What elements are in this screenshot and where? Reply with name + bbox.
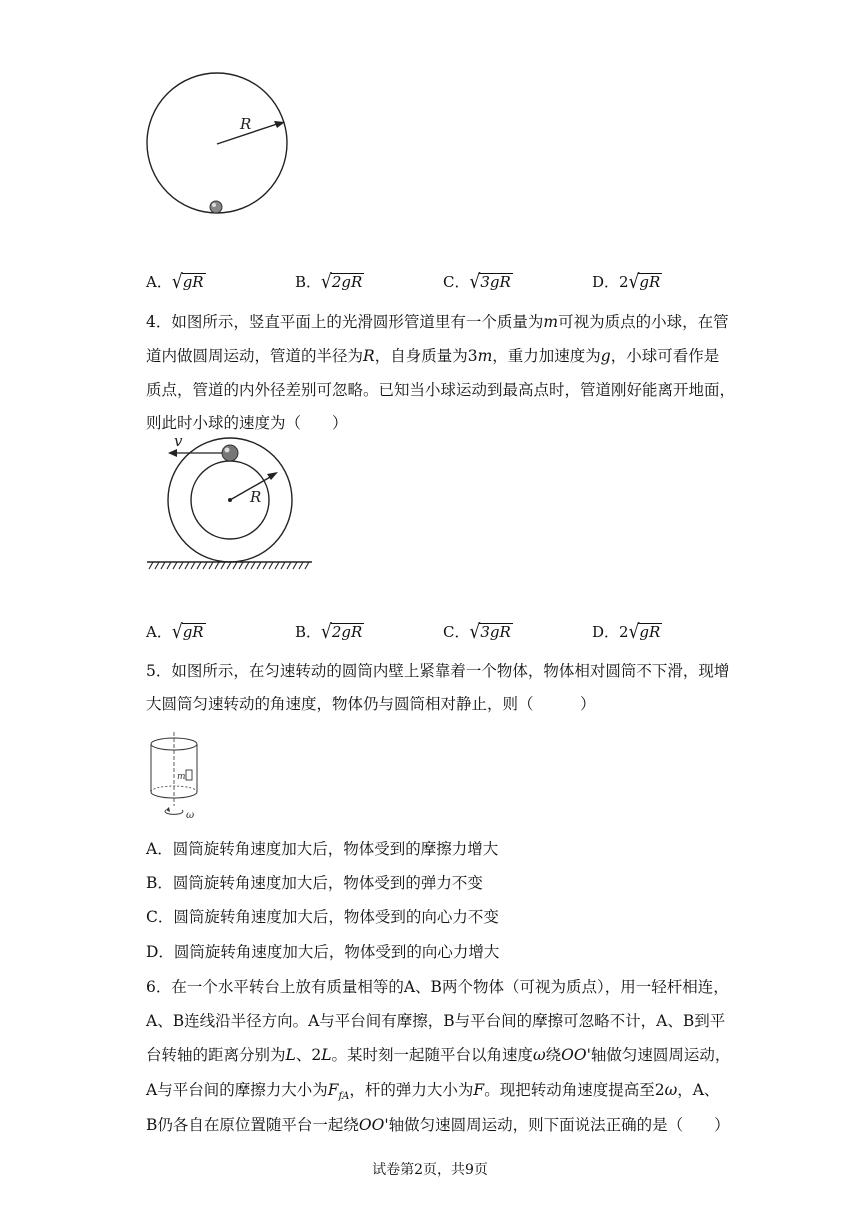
ground-hatch-line <box>149 562 153 569</box>
q5-option-d[interactable]: D．圆筒旋转角速度加大后，物体受到的向心力增大 <box>146 943 500 961</box>
ground-hatch-line <box>305 562 309 569</box>
ground-hatch-line <box>287 562 291 569</box>
q4-tube-figure <box>144 436 316 572</box>
q4-option-d[interactable]: D．2√gR <box>592 620 661 644</box>
ground-hatch-line <box>269 562 273 569</box>
q4-line-2: 道内做圆周运动，管道的半径为R，自身质量为3m，重力加速度为g，小球可看作是 <box>146 347 720 365</box>
ground-hatch-line <box>203 562 207 569</box>
ground-hatch-line <box>179 562 183 569</box>
page-footer: 试卷第2页，共9页 <box>372 1162 488 1178</box>
q4-line-4: 则此时小球的速度为（ ） <box>146 414 348 432</box>
q6-line-4: A与平台间的摩擦力大小为$F_{fA}$，杆的弹力大小为F。现把转动角速度提高至2ω，A、 <box>146 1081 720 1103</box>
q5-option-c[interactable]: C．圆筒旋转角速度加大后，物体受到的向心力不变 <box>146 908 499 926</box>
ground-hatch-line <box>299 562 303 569</box>
q5-line-1: 5．如图所示，在匀速转动的圆筒内壁上紧靠着一个物体，物体相对圆筒不下滑，现增 <box>146 662 730 680</box>
ground-hatch-line <box>239 562 243 569</box>
q3-option-d[interactable]: D．2√gR <box>592 270 661 294</box>
ground-hatch-line <box>281 562 285 569</box>
q4-option-a[interactable]: A．√gR <box>146 620 204 644</box>
ground-hatch-line <box>227 562 231 569</box>
q4-option-b[interactable]: B．√2gR <box>295 620 363 644</box>
q3-option-a[interactable]: A．√gR <box>146 270 204 294</box>
ground-hatch-line <box>173 562 177 569</box>
ground-hatch-line <box>275 562 279 569</box>
q5-option-b[interactable]: B．圆筒旋转角速度加大后，物体受到的弹力不变 <box>146 874 483 892</box>
velocity-label: v <box>174 436 183 450</box>
ground-hatch-line <box>209 562 213 569</box>
q6-line-3: 台转轴的距离分别为L、2L。某时刻一起随平台以角速度ω绕OO'轴做匀速圆周运动， <box>146 1046 731 1064</box>
q6-line-2: A、B连线沿半径方向。A与平台间有摩擦，B与平台间的摩擦可忽略不计，A、B到平 <box>146 1012 726 1030</box>
q5-option-a[interactable]: A．圆筒旋转角速度加大后，物体受到的摩擦力增大 <box>146 840 499 858</box>
q3-option-c[interactable]: C．√3gR <box>443 270 511 294</box>
ground-hatch-line <box>191 562 195 569</box>
ground-hatch-line <box>251 562 255 569</box>
mass-label: m <box>177 772 186 782</box>
ground-hatch-line <box>155 562 159 569</box>
q4-line-1: 4．如图所示，竖直平面上的光滑圆形管道里有一个质量为m可视为质点的小球，在管 <box>146 313 729 331</box>
q5-line-2: 大圆筒匀速转动的角速度，物体仍与圆筒相对静止，则（ ） <box>146 695 596 713</box>
q3-option-b[interactable]: B．√2gR <box>295 270 363 294</box>
ground-hatch-line <box>263 562 267 569</box>
omega-label: ω <box>186 810 195 821</box>
q4-option-c[interactable]: C．√3gR <box>443 620 511 644</box>
radius-label: R <box>250 488 262 506</box>
ground-hatch-line <box>185 562 189 569</box>
ground-hatch-line <box>221 562 225 569</box>
q4-line-3: 质点，管道的内外径差别可忽略。已知当小球运动到最高点时，管道刚好能离开地面， <box>146 381 736 399</box>
q3-circle-figure <box>140 66 296 222</box>
ground-hatch-line <box>245 562 249 569</box>
ground-hatch-line <box>257 562 261 569</box>
radius-label: R <box>240 115 252 133</box>
ground-hatch-line <box>161 562 165 569</box>
q6-line-1: 6．在一个水平转台上放有质量相等的A、B两个物体（可视为质点），用一轻杆相连， <box>146 978 729 996</box>
ground-hatch-line <box>293 562 297 569</box>
ground-hatch-line <box>233 562 237 569</box>
q6-line-5: B仍各自在原位置随平台一起绕OO'轴做匀速圆周运动，则下面说法正确的是（ ） <box>146 1116 730 1134</box>
ground-hatch-line <box>167 562 171 569</box>
ground-hatch-line <box>197 562 201 569</box>
ground-hatch-line <box>215 562 219 569</box>
q5-cylinder-figure <box>144 730 204 824</box>
